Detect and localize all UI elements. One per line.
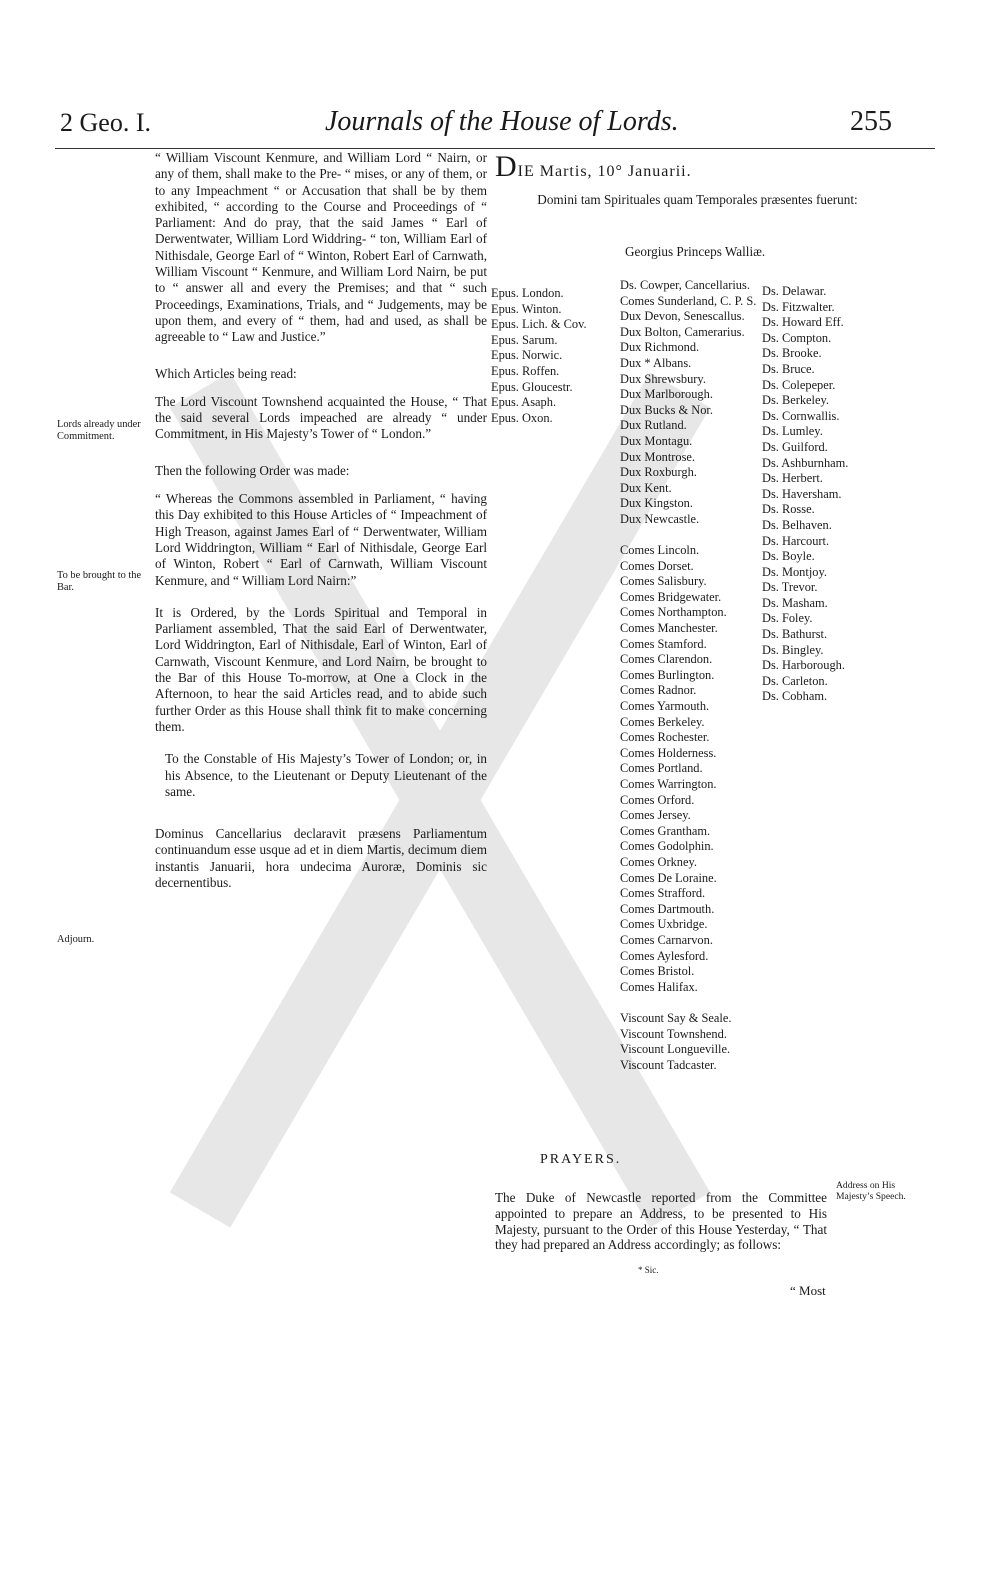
baron-entry: Ds. Carleton. <box>762 673 828 688</box>
peer-entry: Comes Bristol. <box>620 964 695 979</box>
baron-entry: Ds. Ashburnham. <box>762 455 849 470</box>
baron-entry: Ds. Belhaven. <box>762 517 832 532</box>
baron-entry: Ds. Fitzwalter. <box>762 299 835 314</box>
peer-entry: Dux Shrewsbury. <box>620 371 706 386</box>
baron-entry: Ds. Bingley. <box>762 642 824 657</box>
peer-entry: Comes De Loraine. <box>620 870 717 885</box>
peer-entry: Dux Roxburgh. <box>620 465 697 480</box>
peer-entry: Dux Richmond. <box>620 340 700 355</box>
peer-entry: Comes Northampton. <box>620 605 727 620</box>
peer-entry: Dux Kent. <box>620 480 672 495</box>
baron-entry: Ds. Harcourt. <box>762 533 830 548</box>
margin-note-adjourn: Adjourn. <box>57 934 95 945</box>
peer-entry: Dux Bucks & Nor. <box>620 402 713 417</box>
date-text: IE Martis, 10° Januarii. <box>517 163 692 180</box>
margin-note-address: Address on His Majesty’s Speech. <box>836 1180 906 1202</box>
baron-entry: Ds. Boyle. <box>762 549 815 564</box>
peer-entry: Comes Carnarvon. <box>620 932 713 947</box>
baron-entry: Ds. Bruce. <box>762 361 815 376</box>
bishop-entry: Epus. Norwic. <box>491 348 563 363</box>
baron-entry: Ds. Bathurst. <box>762 627 828 642</box>
baron-entry: Ds. Compton. <box>762 330 832 345</box>
duke-report: The Duke of Newcastle reported from the Committee appointed to prepare an Address, to be presented to His Majesty, pursuant to the Order of this House Yesterday, “ That they had prepared an Address accordingly; as follows: <box>495 1190 827 1253</box>
baron-entry: Ds. Cobham. <box>762 689 828 704</box>
baron-entry: Ds. Colepeper. <box>762 377 836 392</box>
peer-entry: Comes Salisbury. <box>620 574 707 589</box>
peer-entry: Dux Montagu. <box>620 433 693 448</box>
peer-entry: Comes Uxbridge. <box>620 917 708 932</box>
left-column <box>155 150 487 891</box>
peer-entry: Comes Orkney. <box>620 854 697 869</box>
margin-note-bar: To be brought to the Bar. <box>57 570 142 593</box>
bishop-entry: Epus. Gloucestr. <box>491 379 573 394</box>
townshend-statement: The Lord Viscount Townshend acquainted the House, “ That the said several Lords impeached are already “ under Commitment, in His Majesty’s Tower of “ London.” <box>155 393 487 442</box>
peer-entry: Viscount Say & Seale. <box>620 1010 732 1025</box>
baron-entry: Ds. Brooke. <box>762 346 822 361</box>
peer-entry: Comes Rochester. <box>620 730 710 745</box>
header-rule <box>55 148 935 149</box>
peer-entry: Comes Stamford. <box>620 636 707 651</box>
bishop-entry: Epus. Lich. & Cov. <box>491 317 587 332</box>
baron-entry: Ds. Montjoy. <box>762 564 827 579</box>
peer-entry: Comes Burlington. <box>620 667 715 682</box>
peer-entry: Comes Halifax. <box>620 979 698 994</box>
bishop-entry: Epus. Oxon. <box>491 410 553 425</box>
peer-entry: Comes Holderness. <box>620 745 717 760</box>
peer-entry: Dux Bolton, Camerarius. <box>620 324 745 339</box>
peer-entry: Dux * Albans. <box>620 355 692 370</box>
bishop-entry: Epus. Sarum. <box>491 332 558 347</box>
peer-entry: Comes Sunderland, C. P. S. <box>620 293 757 308</box>
peer-entry: Dux Kingston. <box>620 496 693 511</box>
running-head-title: Journals of the House of Lords. <box>325 106 679 137</box>
baron-entry: Ds. Rosse. <box>762 502 815 517</box>
baron-entry: Ds. Trevor. <box>762 580 818 595</box>
peer-entry: Comes Dartmouth. <box>620 901 715 916</box>
peer-entry: Dux Rutland. <box>620 418 687 433</box>
peer-entry: Comes Berkeley. <box>620 714 705 729</box>
baron-entry: Ds. Cornwallis. <box>762 408 840 423</box>
prayers-heading: PRAYERS. <box>540 1152 622 1167</box>
peer-entry: Comes Dorset. <box>620 558 694 573</box>
peer-entry: Dux Newcastle. <box>620 511 700 526</box>
baron-entry: Ds. Delawar. <box>762 284 827 298</box>
attendance-heading: Domini tam Spirituales quam Temporales præsentes fuerunt: <box>537 192 858 207</box>
baron-entry: Ds. Lumley. <box>762 424 823 439</box>
peer-entry: Comes Jersey. <box>620 808 691 823</box>
peer-entry: Comes Warrington. <box>620 777 717 791</box>
peers-list <box>620 278 756 1073</box>
baron-entry: Ds. Howard Eff. <box>762 315 844 330</box>
peer-entry: Viscount Townshend. <box>620 1026 727 1041</box>
peer-entry: Comes Clarendon. <box>620 652 713 667</box>
bishop-entry: Epus. Roffen. <box>491 363 560 378</box>
peer-entry: Ds. Cowper, Cancellarius. <box>620 278 750 292</box>
baron-entry: Ds. Haversham. <box>762 486 842 501</box>
peer-entry: Comes Radnor. <box>620 683 697 698</box>
constable-address: To the Constable of His Majesty’s Tower of London; or, in his Absence, to the Lieutenant or Deputy Lieutenant of the same. <box>165 751 487 799</box>
articles-read: Which Articles being read: <box>155 365 297 381</box>
peer-entry: Comes Manchester. <box>620 621 718 636</box>
peer-entry: Comes Bridgewater. <box>620 589 722 604</box>
prince-of-wales: Georgius Princeps Walliæ. <box>625 244 766 259</box>
running-head-left: 2 Geo. I. <box>60 108 151 137</box>
peer-entry: Comes Aylesford. <box>620 948 709 963</box>
peer-entry <box>620 995 756 1011</box>
baron-entry: Ds. Harborough. <box>762 658 845 673</box>
order-text: It is Ordered, by the Lords Spiritual and Temporal in Parliament assembled, That the said Earl of Derwentwater, Lord Widdrington, Earl of Nithisdale, Earl of Winton, Earl of Carnwath, Viscount Kenmure, and Lord Nairn, be brought to the Bar of this House To-morrow, at One a Clock in the Afternoon, to hear the said Articles read, and to abide such further Order as this House shall think fit to make concerning them. <box>155 604 487 734</box>
date-initial: D <box>495 150 518 183</box>
date-heading <box>495 150 692 184</box>
peer-entry: Comes Grantham. <box>620 823 711 838</box>
page-number: 255 <box>850 106 892 137</box>
baron-entry: Ds. Foley. <box>762 611 813 626</box>
whereas-clause: “ Whereas the Commons assembled in Parliament, “ having this Day exhibited to this House Articles of “ Impeachment of High Treason, against James Earl of “ Derwentwater, William Lord Widdrington, William “ Earl of Nithisdale, George Earl of Winton, Robert “ Earl of Carnwath, William Viscount Kenmure, and “ William Lord Nairn:” <box>155 491 487 588</box>
bishops-list <box>491 286 587 426</box>
peer-entry: Comes Godolphin. <box>620 839 714 854</box>
peer-entry: Comes Yarmouth. <box>620 699 710 714</box>
peer-entry: Dux Montrose. <box>620 449 696 464</box>
order-made: Then the following Order was made: <box>155 462 350 478</box>
bishop-entry: Epus. Winton. <box>491 301 562 316</box>
peer-entry: Comes Orford. <box>620 792 695 807</box>
peer-entry: Viscount Longueville. <box>620 1042 731 1057</box>
peer-entry <box>620 528 756 544</box>
margin-note-commitment: Lords already under Commitment. <box>57 419 141 442</box>
adjourn-text: Dominus Cancellarius declaravit præsens Parliamentum continuandum esse usque ad et in diem Martis, decimum diem instantis Januarii, hora undecima Auroræ, Dominis sic decernentibus. <box>155 826 487 890</box>
catchword: “ Most <box>790 1283 826 1298</box>
baron-entry: Ds. Guilford. <box>762 439 828 454</box>
barons-list <box>762 284 848 705</box>
bishop-entry: Epus. London. <box>491 286 564 300</box>
bishop-entry: Epus. Asaph. <box>491 395 557 410</box>
peer-entry: Dux Devon, Senescallus. <box>620 309 745 324</box>
peer-entry: Viscount Tadcaster. <box>620 1057 717 1072</box>
baron-entry: Ds. Berkeley. <box>762 393 829 408</box>
peer-entry: Comes Strafford. <box>620 886 706 901</box>
sic-footnote: * Sic. <box>638 1265 659 1275</box>
impeachment-continuation: “ William Viscount Kenmure, and William Lord “ Nairn, or any of them, shall make to the Pre- “ mises, or any of them, or to any Impeachment “ or Accusation that shall be by them exhibited, “ according to the Course and Proceedings of “ Parliament: And do pray, that the said James “ Earl of Derwentwater, William Lord Widdring- “ ton, William Earl of Nithisdale, George Earl of “ Winton, Robert Earl of Carnwath, William Viscount “ Kenmure, and William Lord Nairn, be put to “ answer all and every the Premises; and that “ such Proceedings, Examinations, Trials, and “ Judgements, may be upon them, and every of “ them, had and used, as shall be agreeable to “ Law and Justice.” <box>155 150 487 345</box>
baron-entry: Ds. Masham. <box>762 595 828 610</box>
baron-entry: Ds. Herbert. <box>762 471 823 486</box>
peer-entry: Dux Marlborough. <box>620 387 713 402</box>
peer-entry: Comes Portland. <box>620 761 703 776</box>
peer-entry: Comes Lincoln. <box>620 543 700 558</box>
